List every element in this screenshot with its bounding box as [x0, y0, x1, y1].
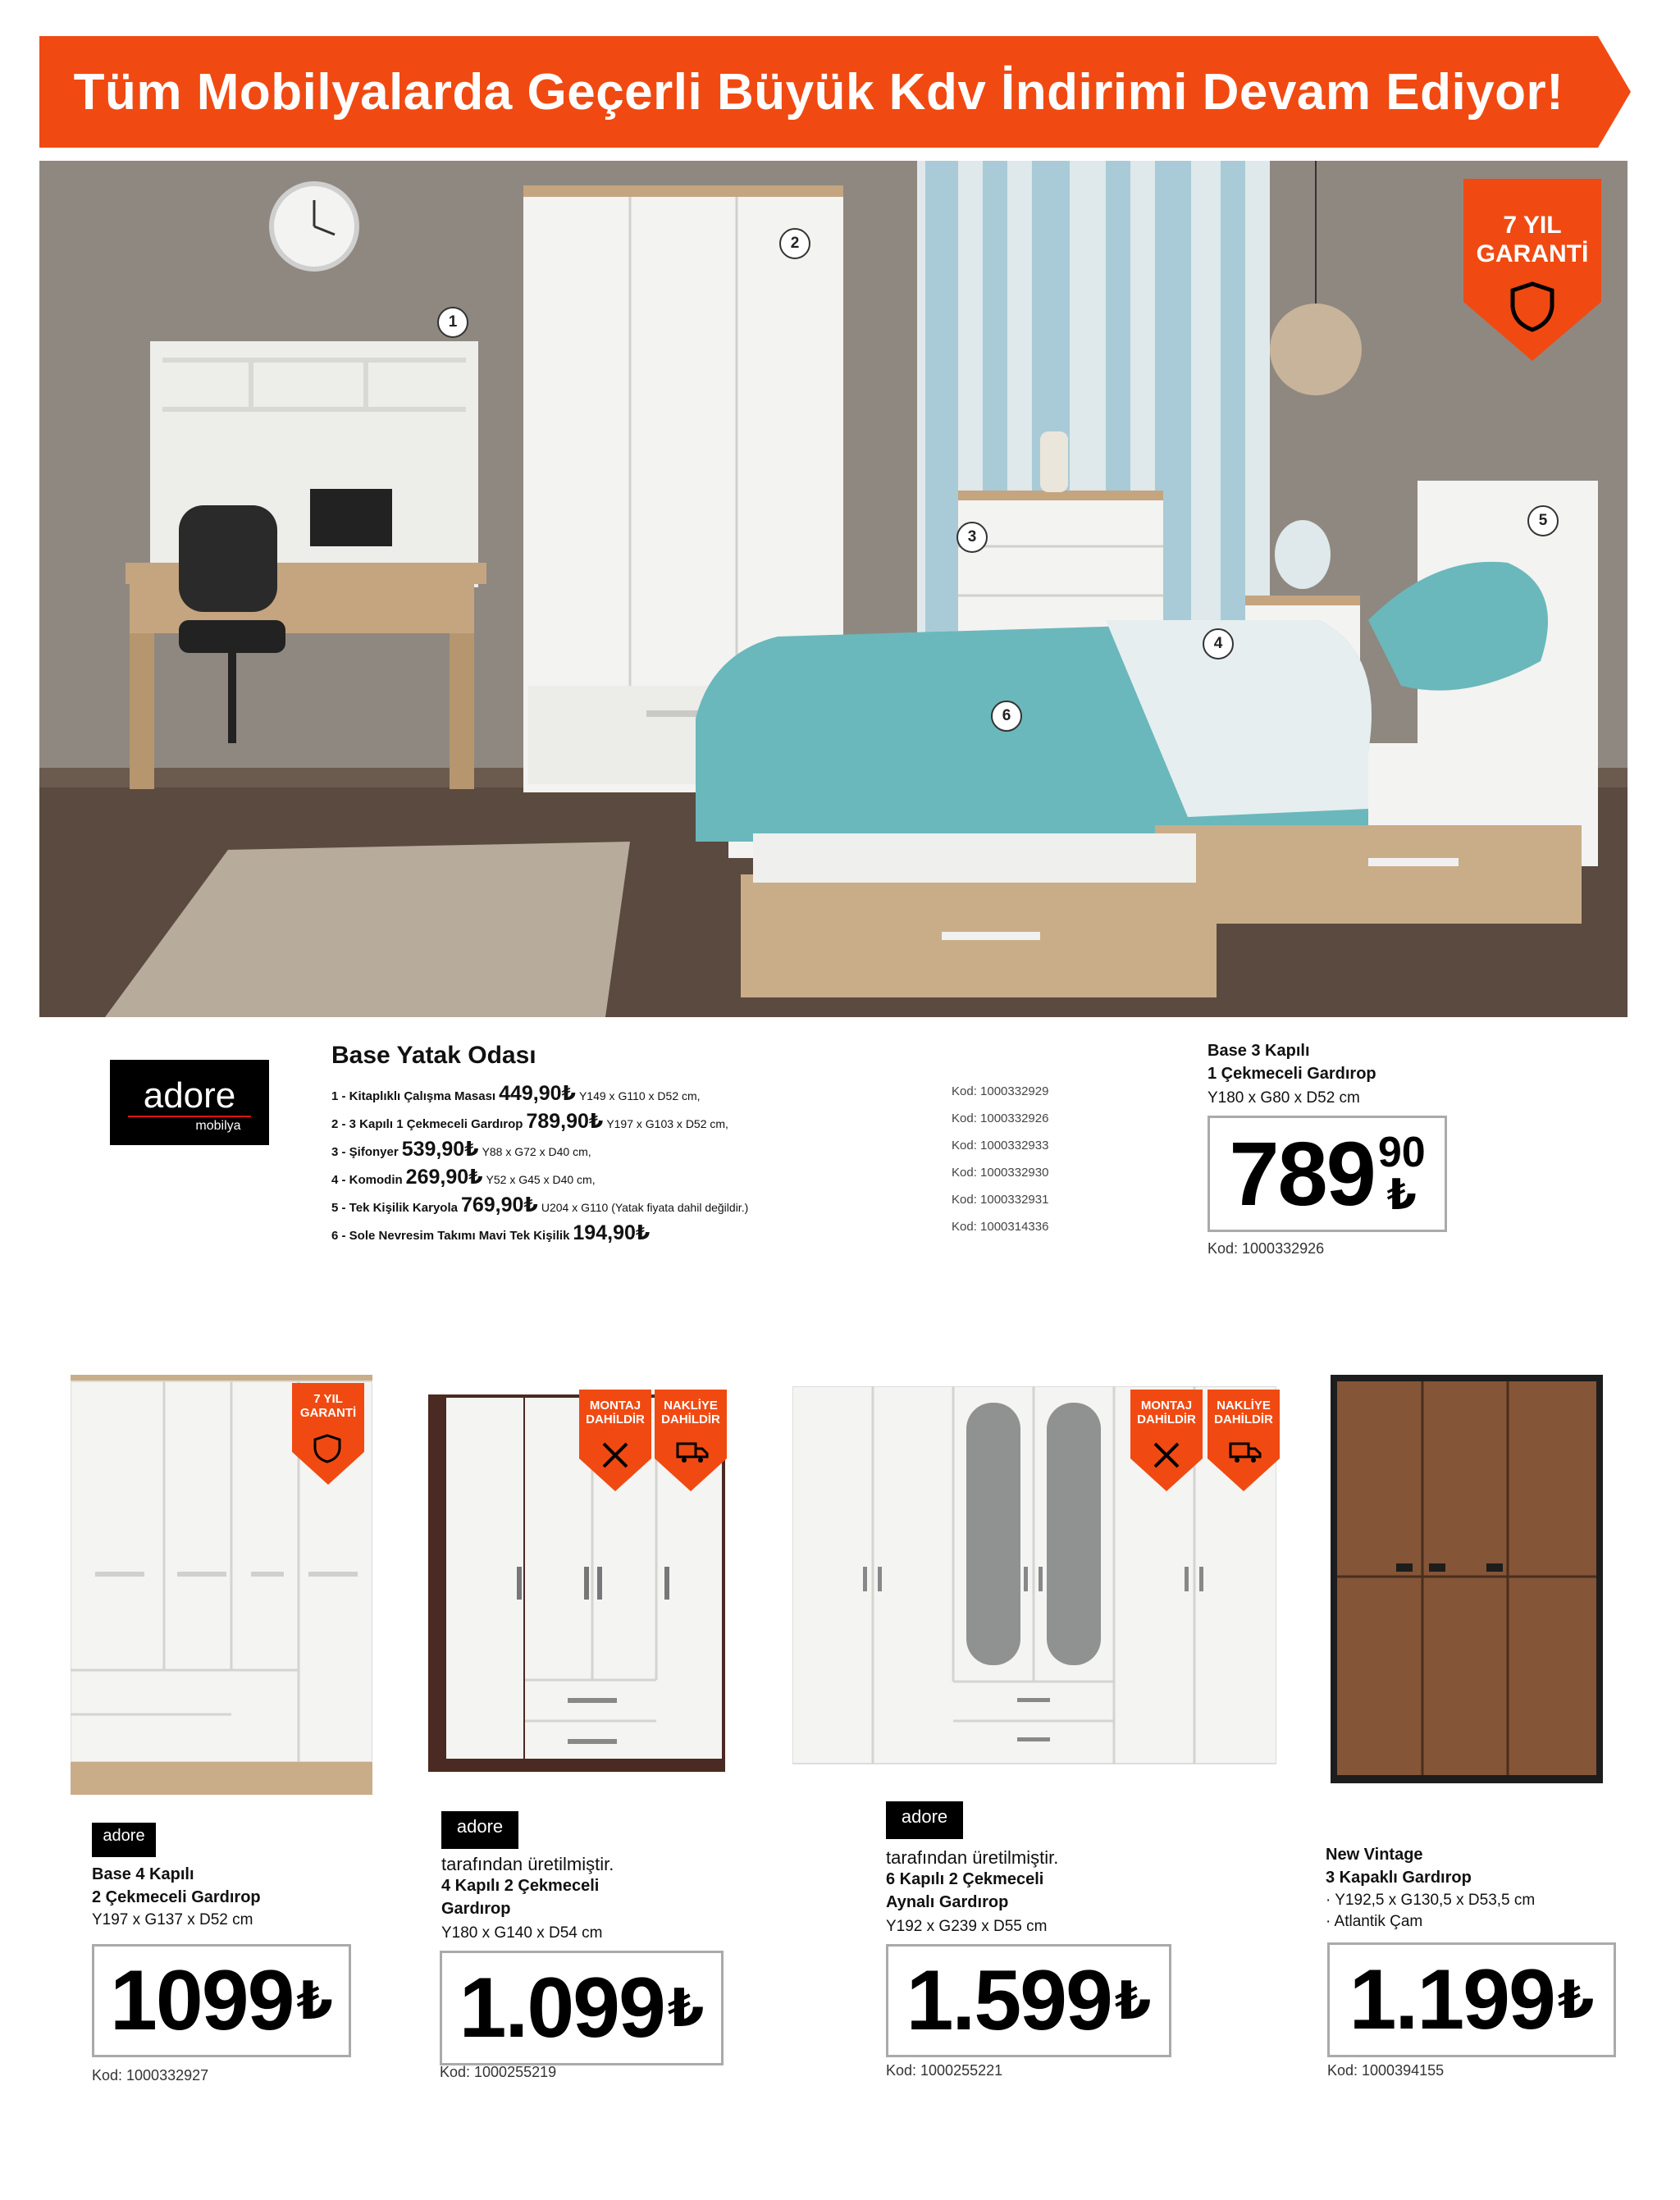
- product-dims-line2: · Atlantik Çam: [1326, 1913, 1423, 1931]
- product-2-currency: ₺: [667, 1978, 705, 2038]
- product-3-price: 1.599: [906, 1952, 1112, 2048]
- product-2-price: 1.099: [459, 1960, 664, 2056]
- set-item-price: 789,90₺: [526, 1110, 604, 1133]
- warranty-line1: 7 YIL: [1503, 212, 1562, 239]
- hero-marker-4: 4: [1203, 628, 1234, 660]
- set-item-code: Kod: 1000332926: [952, 1111, 1049, 1125]
- product-image-6-door-mirrored: [792, 1386, 1276, 1772]
- product-1-dims: Y197 x G137 x D52 cm: [92, 1911, 253, 1928]
- set-code-list: [952, 1084, 1099, 1247]
- product-4-dims: [1326, 1890, 1535, 1933]
- product-4-name: [1326, 1844, 1472, 1889]
- product-2-made-by: tarafından üretilmiştir.: [441, 1854, 614, 1874]
- set-item-dims: Y88 x G72 x D40 cm,: [482, 1145, 591, 1158]
- product-1-price-box: [92, 1944, 351, 2057]
- logo-name: adore: [143, 1075, 236, 1116]
- product-4-code: Kod: 1000394155: [1327, 2062, 1445, 2079]
- set-item-price: 769,90₺: [460, 1194, 538, 1216]
- adore-logo-small: [92, 1823, 156, 1857]
- product-4-price: 1.199: [1349, 1951, 1554, 2047]
- set-item: [331, 1137, 955, 1165]
- logo-name: adore: [456, 1816, 504, 1837]
- badge-line1: NAKLİYE: [1217, 1399, 1271, 1413]
- set-item-name: 1 - Kitaplıklı Çalışma Masası: [331, 1089, 496, 1103]
- set-item-price: 449,90₺: [499, 1082, 576, 1105]
- set-item: [331, 1165, 955, 1193]
- featured-name-line2: 1 Çekmeceli Gardırop: [1208, 1064, 1376, 1083]
- badge-line1: 7 YIL: [313, 1392, 343, 1406]
- badge-text: [1208, 1399, 1280, 1426]
- product-name-line2: 2 Çekmeceli Gardırop: [92, 1887, 261, 1906]
- assembly-badge-product-2: [579, 1390, 651, 1491]
- assembly-badge-product-3: [1130, 1390, 1203, 1491]
- set-item-name: 3 - Şifonyer: [331, 1145, 399, 1159]
- product-1-currency: ₺: [296, 1970, 333, 2030]
- set-item-dims: Y197 x G103 x D52 cm,: [606, 1117, 728, 1130]
- product-name-line2: Gardırop: [441, 1899, 511, 1918]
- set-item-list: [331, 1081, 955, 1248]
- product-4-currency: ₺: [1557, 1970, 1595, 2029]
- logo-name: adore: [901, 1806, 948, 1827]
- product-3-code: Kod: 1000255221: [886, 2062, 1003, 2079]
- adore-logo: [110, 1060, 269, 1145]
- set-item-name: 6 - Sole Nevresim Takımı Mavi Tek Kişilik: [331, 1229, 570, 1243]
- badge-line1: MONTAJ: [1140, 1399, 1193, 1413]
- badge-line2: DAHİLDİR: [661, 1412, 720, 1426]
- hero-marker-5: 5: [1527, 505, 1559, 536]
- set-item-dims: U204 x G110 (Yatak fiyata dahil değildir.): [541, 1201, 749, 1214]
- featured-price-currency: ₺: [1386, 1171, 1417, 1219]
- product-1-code: Kod: 1000332927: [92, 2067, 209, 2084]
- set-item-dims: Y52 x G45 x D40 cm,: [486, 1173, 596, 1186]
- featured-price-box: [1208, 1116, 1447, 1232]
- delivery-badge-product-2: [655, 1390, 727, 1491]
- badge-text: [1130, 1399, 1203, 1426]
- badge-text: [292, 1393, 364, 1420]
- set-item-code: Kod: 1000332930: [952, 1166, 1049, 1180]
- product-3-made-by: tarafından üretilmiştir.: [886, 1847, 1059, 1868]
- featured-price-decimal: 90: [1377, 1129, 1426, 1176]
- product-name-line1: 4 Kapılı 2 Çekmeceli: [441, 1877, 600, 1895]
- product-2-name: [441, 1875, 599, 1920]
- set-item: [331, 1221, 955, 1248]
- set-item: [331, 1109, 955, 1137]
- product-1-price: 1099: [110, 1952, 294, 2048]
- featured-price-main: 789: [1229, 1123, 1375, 1225]
- set-item-code: Kod: 1000314336: [952, 1220, 1049, 1234]
- set-item: [331, 1081, 955, 1109]
- set-item: [331, 1193, 955, 1221]
- product-4-price-box: [1327, 1942, 1616, 2057]
- featured-dims: Y180 x G80 x D52 cm: [1208, 1089, 1360, 1107]
- set-item-code: Kod: 1000332931: [952, 1193, 1049, 1207]
- badge-line2: DAHİLDİR: [1137, 1412, 1196, 1426]
- set-item-code: Kod: 1000332929: [952, 1084, 1049, 1098]
- hero-marker-6: 6: [991, 701, 1022, 732]
- product-3-currency: ₺: [1114, 1970, 1152, 2030]
- product-name-line2: 3 Kapaklı Gardırop: [1326, 1868, 1472, 1887]
- badge-text: [655, 1399, 727, 1426]
- promo-banner: [39, 36, 1631, 148]
- logo-sub: mobilya: [195, 1119, 241, 1133]
- featured-code: Kod: 1000332926: [1208, 1240, 1325, 1257]
- banner-title: Tüm Mobilyalarda Geçerli Büyük Kdv İndirimi Devam Ediyor!: [73, 63, 1564, 121]
- set-item-price: 194,90₺: [573, 1221, 651, 1244]
- logo-name: adore: [103, 1827, 145, 1845]
- badge-text: [579, 1399, 651, 1426]
- badge-line1: NAKLİYE: [664, 1399, 718, 1413]
- badge-line2: GARANTİ: [299, 1405, 357, 1420]
- product-3-price-box: [886, 1944, 1171, 2057]
- set-item-price: 539,90₺: [401, 1138, 479, 1161]
- set-item-dims: Y149 x G110 x D52 cm,: [578, 1089, 701, 1102]
- warranty-badge-text: [1463, 212, 1601, 268]
- product-2-dims: Y180 x G140 x D54 cm: [441, 1924, 603, 1942]
- product-name-line1: New Vintage: [1326, 1846, 1423, 1864]
- set-item-name: 2 - 3 Kapılı 1 Çekmeceli Gardırop: [331, 1117, 523, 1131]
- product-name-line1: 6 Kapılı 2 Çekmeceli: [886, 1870, 1044, 1888]
- set-item-price: 269,90₺: [405, 1166, 483, 1189]
- product-image-new-vintage: [1331, 1375, 1603, 1783]
- adore-logo-small: [441, 1811, 518, 1849]
- product-3-name: [886, 1869, 1043, 1914]
- product-2-code: Kod: 1000255219: [440, 2064, 557, 2080]
- product-dims-line1: · Y192,5 x G130,5 x D53,5 cm: [1326, 1892, 1536, 1909]
- product-3-dims: Y192 x G239 x D55 cm: [886, 1918, 1048, 1935]
- product-2-price-box: [440, 1951, 724, 2065]
- bedroom-photo: [39, 161, 1628, 1017]
- featured-name-line1: Base 3 Kapılı: [1208, 1042, 1310, 1060]
- product-name-line1: Base 4 Kapılı: [92, 1865, 194, 1883]
- featured-name: [1208, 1040, 1376, 1085]
- badge-line1: MONTAJ: [589, 1399, 641, 1413]
- product-name-line2: Aynalı Gardırop: [886, 1892, 1009, 1911]
- hero-marker-2: 2: [779, 228, 810, 259]
- product-1-name: [92, 1864, 261, 1909]
- set-item-name: 5 - Tek Kişilik Karyola: [331, 1201, 458, 1215]
- logo-underline: [128, 1116, 251, 1117]
- set-item-name: 4 - Komodin: [331, 1173, 403, 1187]
- delivery-badge-product-3: [1208, 1390, 1280, 1491]
- badge-line2: DAHİLDİR: [586, 1412, 645, 1426]
- set-item-code: Kod: 1000332933: [952, 1139, 1049, 1152]
- badge-line2: DAHİLDİR: [1214, 1412, 1273, 1426]
- set-title: Base Yatak Odası: [331, 1042, 536, 1069]
- adore-logo-small: [886, 1801, 963, 1839]
- featured-price-suffix: [1377, 1129, 1426, 1219]
- warranty-badge: [1463, 179, 1601, 361]
- warranty-line2: GARANTİ: [1476, 240, 1589, 267]
- hero-marker-1: 1: [437, 307, 468, 338]
- warranty-badge-product-1: [292, 1383, 364, 1485]
- hero-marker-3: 3: [956, 522, 988, 553]
